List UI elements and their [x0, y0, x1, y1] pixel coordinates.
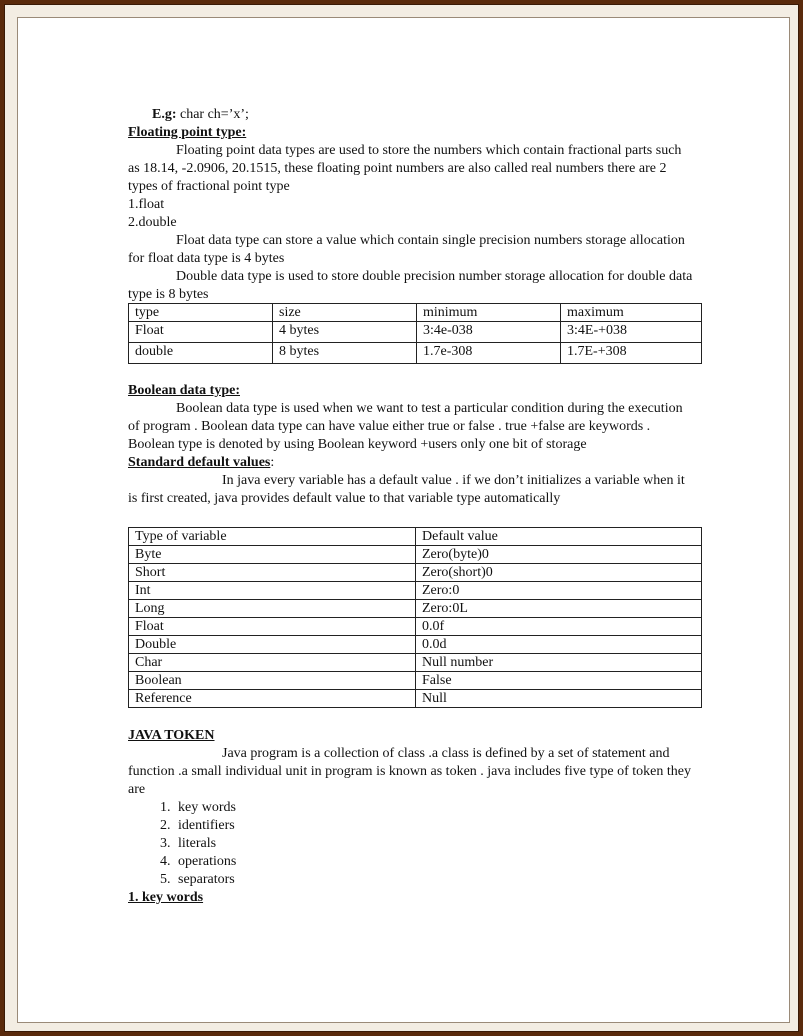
- table-row: [129, 690, 702, 708]
- table-row: [129, 322, 702, 343]
- table-cell: Short: [129, 564, 416, 582]
- list-item: 5. separators: [174, 871, 696, 889]
- example-label: E.g:: [152, 107, 177, 122]
- table-row: [129, 672, 702, 690]
- float-size-table: [128, 303, 702, 364]
- token-list: [128, 799, 696, 889]
- table-cell: Float: [129, 322, 273, 343]
- table-row: [129, 546, 702, 564]
- table-cell: Zero(short)0: [416, 564, 702, 582]
- table-cell: Float: [129, 618, 416, 636]
- table-row: [129, 564, 702, 582]
- defaults-colon: :: [270, 455, 275, 470]
- table-cell: 3:4e-038: [417, 322, 561, 343]
- table-header-cell: Default value: [416, 528, 702, 546]
- table-header-cell: maximum: [561, 304, 702, 322]
- boolean-para: Boolean data type is used when we want to test a particular condition during the execution of program . Boolean data type can have value either true or false . true +false are keywords . Boolean type is denoted by using Boolean keyword +users only one bit of storage: [128, 401, 683, 452]
- floating-para3: Double data type is used to store double precision number storage allocation for double data type is 8 bytes: [128, 269, 693, 302]
- list-item: 1. key words: [174, 799, 696, 817]
- page-content: [128, 106, 696, 907]
- table-cell: 8 bytes: [273, 343, 417, 364]
- table-cell: False: [416, 672, 702, 690]
- floating-para1: Floating point data types are used to store the numbers which contain fractional parts such as 18.14, -2.0906, 20.1515, these floating point numbers are also called real numbers there are 2 types of fractional point type: [128, 143, 682, 194]
- table-header-cell: size: [273, 304, 417, 322]
- table-row: [129, 582, 702, 600]
- table-cell: 1.7E-+308: [561, 343, 702, 364]
- list-item: 2. identifiers: [174, 817, 696, 835]
- floating-item-float: 1.float: [128, 197, 165, 212]
- table-cell: Char: [129, 654, 416, 672]
- floating-heading: Floating point type:: [128, 125, 247, 140]
- table-cell: 0.0d: [416, 636, 702, 654]
- default-values-table: [128, 527, 702, 708]
- table-cell: double: [129, 343, 273, 364]
- floating-para2: Float data type can store a value which contain single precision numbers storage allocation for float data type is 4 bytes: [128, 233, 685, 266]
- table-header-cell: minimum: [417, 304, 561, 322]
- boolean-heading: Boolean data type:: [128, 383, 240, 398]
- table-cell: Null: [416, 690, 702, 708]
- table-cell: Zero:0: [416, 582, 702, 600]
- table-cell: 3:4E-+038: [561, 322, 702, 343]
- table-cell: 0.0f: [416, 618, 702, 636]
- example-line: [128, 106, 696, 124]
- defaults-para: In java every variable has a default value . if we don’t initializes a variable when it is first created, java provides default value to that variable type automatically: [128, 473, 685, 506]
- table-cell: Boolean: [129, 672, 416, 690]
- document-frame: [4, 4, 799, 1032]
- table-row: [129, 636, 702, 654]
- table-row: [129, 654, 702, 672]
- floating-item-double: 2.double: [128, 215, 177, 230]
- defaults-heading-line: [128, 454, 696, 472]
- table-header-row: [129, 528, 702, 546]
- table-cell: Null number: [416, 654, 702, 672]
- example-code: char ch=’x’;: [176, 107, 249, 122]
- table-row: [129, 600, 702, 618]
- table-header-row: [129, 304, 702, 322]
- table-cell: Int: [129, 582, 416, 600]
- table-cell: Byte: [129, 546, 416, 564]
- token-heading: JAVA TOKEN: [128, 728, 215, 743]
- token-para: Java program is a collection of class .a class is defined by a set of statement and function .a small individual unit in program is known as token . java includes five type of token they are: [128, 746, 691, 797]
- defaults-heading: Standard default values: [128, 455, 271, 470]
- document-page: [17, 17, 790, 1023]
- list-item: 3. literals: [174, 835, 696, 853]
- table-cell: Double: [129, 636, 416, 654]
- table-cell: Zero:0L: [416, 600, 702, 618]
- table-cell: 1.7e-308: [417, 343, 561, 364]
- table-cell: Long: [129, 600, 416, 618]
- table-header-cell: type: [129, 304, 273, 322]
- table-cell: Reference: [129, 690, 416, 708]
- table-row: [129, 618, 702, 636]
- table-row: [129, 343, 702, 364]
- list-item: 4. operations: [174, 853, 696, 871]
- table-header-cell: Type of variable: [129, 528, 416, 546]
- keywords-heading: 1. key words: [128, 890, 204, 905]
- table-cell: Zero(byte)0: [416, 546, 702, 564]
- table-cell: 4 bytes: [273, 322, 417, 343]
